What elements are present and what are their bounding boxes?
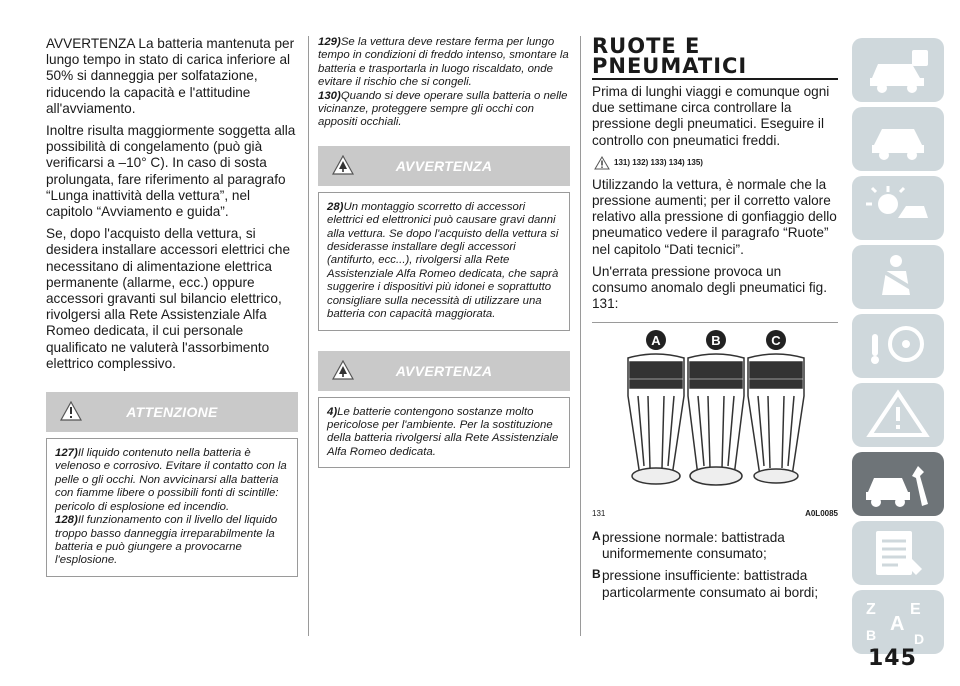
avvertenza-title-1: AVVERTENZA [395,157,493,174]
accessories-paragraph: Se, dopo l'acquisto della vettura, si desidera installare accessori elettrici che necessitano di alimentazione elettrica permanente (allarme, ecc.) oppure accessori gravanti sul bilancio elettrico, rivolgersi alla Rete Assistenziale Alfa Romeo dedicata, il cui personale qualificato ne valuterà l'assorbimento elettrico complessivo. [46,226,291,371]
column-1 [46,36,298,577]
figure-top-rule [592,322,838,323]
battery-warning-paragraph: AVVERTENZA La batteria mantenuta per lungo tempo in stato di carica inferiore al 50% si danneggia per solfatazione, riducendo la capacità e l'attitudine all'avviamento. [46,36,295,116]
sidebar-item-index[interactable] [852,590,944,654]
car-info-icon [862,44,934,96]
note-28-text: Un montaggio scorretto di accessori elettrici ed elettronici può causare gravi danni alla vettura. Se dopo l'acquisto della vettura si desiderasse installare degli accessori (antifurto, ecc...), rivolgersi alla Rete Assistenziale Alfa Romeo dedicata, che saprà suggerire i dispositivi più idonei e soprattutto consigliare sulla necessità di utilizzare una batteria con capacità maggiorata. [327,200,559,321]
note-28 [327,201,563,322]
svg-text:D: D [914,631,925,647]
note-130-number: 130) [318,89,341,102]
attenzione-header [46,392,298,432]
tyre-check-paragraph: Prima di lunghi viaggi e comunque ogni due settimane circa controllare la pressione degli pneumatici. Eseguire il controllo con pneumatici freddi. [592,84,830,148]
page-number: 145 [868,646,917,671]
sidebar-item-dashboard[interactable] [852,107,944,171]
badge-b [706,330,726,350]
lights-icon [862,182,934,234]
legend-item-a [592,530,842,562]
dashboard-car-icon [862,113,934,165]
legend-text-b: pressione insufficiente: battistrada particolarmente consumato ai bordi; [602,568,819,600]
column-2 [318,36,570,468]
attenzione-body [46,438,298,577]
svg-text:E: E [910,601,921,618]
avvertenza-box-1 [318,146,570,331]
column-divider-2 [580,36,581,636]
badge-b-label: B [711,333,721,348]
note-130-text: Quando si deve operare sulla batteria o nelle vicinanze, proteggere sempre gli occhi con appositi occhiali. [318,89,568,129]
tyre-a [628,354,684,484]
figure-code: A0L0085 [805,509,838,518]
badge-c [766,330,786,350]
sidebar-item-car-info[interactable] [852,38,944,102]
note-128-text: Il funzionamento con il livello del liquido troppo basso danneggia irreparabilmente la batteria e può giungere a provocarne l'esplosione. [55,514,278,567]
pressure-increase-paragraph: Utilizzando la vettura, è normale che la pressione aumenti; per il corretto valore relativo alla pressione di gonfiaggio dello pneumatico vedere il paragrafo “Ruote” nel capitolo “Dati tecnici”. [592,176,837,257]
note-128-number: 128) [55,514,78,527]
avvertenza-body-1 [318,192,570,331]
note-4-number: 4) [327,405,338,418]
tyre-illustration [592,326,838,496]
badge-a [646,330,666,350]
wrong-pressure-paragraph: Un'errata pressione provoca un consumo anomalo degli pneumatici fig. 131: [592,263,828,312]
svg-text:Z: Z [866,601,876,618]
heading-rule [592,78,838,80]
tyre-c [748,354,804,483]
avvertenza-header-1 [318,146,570,186]
avvertenza-body-2 [318,397,570,469]
svg-text:A: A [890,613,905,635]
maintenance-icon [862,458,934,510]
column-3 [592,36,838,318]
note-references [592,155,838,171]
sidebar-item-warning-lights[interactable] [852,383,944,447]
sidebar-item-driving[interactable] [852,314,944,378]
section-heading-line2: PNEUMATICI [592,54,748,78]
safety-icon [862,251,934,303]
svg-text:B: B [866,627,877,643]
avvertenza-title-2: AVVERTENZA [395,362,493,379]
badge-a-label: A [651,333,661,348]
note-4 [327,406,563,460]
avvertenza-header-2 [318,351,570,391]
column-divider-1 [308,36,309,636]
driving-icon [862,320,934,372]
sidebar-item-safety[interactable] [852,245,944,309]
warning-triangle-icon [594,156,610,170]
avvertenza-box-2 [318,351,570,469]
note-4-text: Le batterie contengono sostanze molto pericolose per l'ambiente. Per la sostituzione della batteria rivolgersi alla Rete Assistenziale Alfa Romeo dedicata. [327,405,559,458]
attenzione-title: ATTENZIONE [126,404,218,421]
note-28-number: 28) [327,200,344,213]
note-129-text: Se la vettura deve restare ferma per lungo tempo in condizioni di freddo intenso, smontare la batteria e trasportarla in luogo riscaldato, onde evitare il rischio che si congeli. [318,36,569,89]
sidebar-item-tech-data[interactable] [852,521,944,585]
warning-lights-icon [862,389,934,441]
index-icon [862,596,934,648]
note-127-number: 127) [55,447,78,460]
note-127-text: Il liquido contenuto nella batteria è velenoso e corrosivo. Evitare il contatto con la pelle o gli occhi. Non avvicinarsi alla batteria con fiamme libere o possibili fonti di scintille: pericolo di esplosione ed incendio. [55,447,287,513]
legend-key-a: A [592,529,601,543]
section-heading-line1: RUOTE E [592,34,701,58]
tyre-wear-figure [592,322,838,522]
tech-data-icon [862,527,934,579]
chapter-sidebar [852,38,944,659]
note-129 [318,36,570,90]
note-128 [55,514,291,568]
legend-text-a: pressione normale: battistrada uniformemente consumato; [602,530,785,562]
attenzione-box [46,392,298,577]
sidebar-item-lights[interactable] [852,176,944,240]
freezing-paragraph: Inoltre risulta maggiormente soggetta alla possibilità di congelamento (può già verificarsi a –10° C). In caso di sosta prolungata, fare riferimento al paragrafo “Lunga inattività della vettura”, nel capitolo “Avviamento e guida”. [46,123,296,220]
badge-c-label: C [771,333,781,348]
note-129-number: 129) [318,36,341,48]
sidebar-item-maintenance[interactable] [852,452,944,516]
figure-number: 131 [592,509,606,518]
legend-key-b: B [592,567,601,582]
note-127 [55,447,291,514]
figure-legend [592,530,842,607]
legend-item-b [592,568,842,600]
note-130 [318,90,570,130]
tyre-b [688,354,744,485]
note-references-text: 131) 132) 133) 134) 135) [614,157,703,167]
